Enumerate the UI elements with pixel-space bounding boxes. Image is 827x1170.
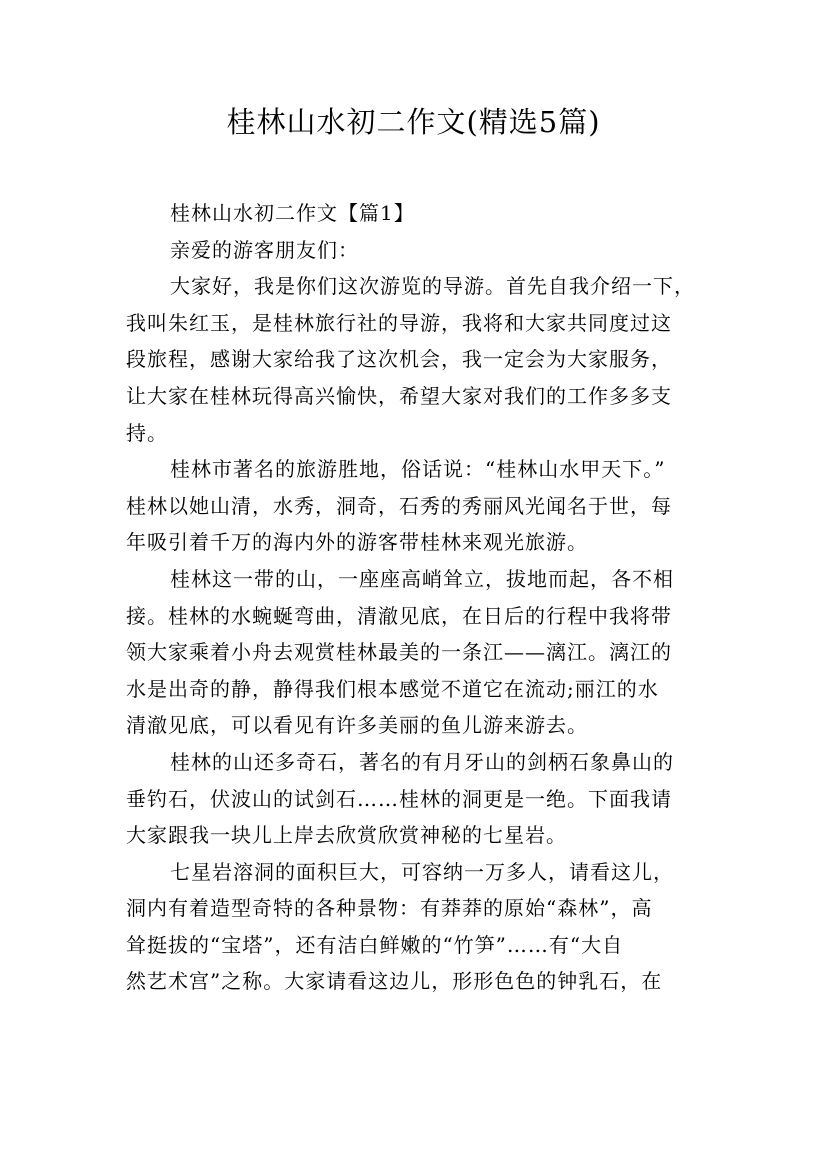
text-line: 桂林以她山清，水秀，洞奇，石秀的秀丽风光闻名于世，每 bbox=[126, 493, 672, 518]
text-line: 领大家乘着小舟去观赏桂林最美的一条江——漓江。漓江的 bbox=[126, 640, 672, 665]
text-line: 水是出奇的静，静得我们根本感觉不道它在流动;丽江的水 bbox=[126, 676, 659, 701]
text-line: 大家好，我是你们这次游览的导游。首先自我介绍一下， bbox=[170, 274, 695, 299]
text-line: 大家跟我一块儿上岸去欣赏欣赏神秘的七星岩。 bbox=[126, 823, 567, 848]
text-line: 我叫朱红玉，是桂林旅行社的导游，我将和大家共同度过这 bbox=[126, 310, 672, 335]
document-body bbox=[126, 195, 716, 1000]
text-line: 垂钓石，伏波山的试剑石……桂林的洞更是一绝。下面我请 bbox=[126, 786, 672, 811]
text-line: 持。 bbox=[126, 420, 168, 445]
text-line: 亲爱的游客朋友们： bbox=[170, 237, 359, 262]
text-line: 桂林这一带的山，一座座高峭耸立，拔地而起，各不相 bbox=[170, 566, 674, 591]
text-line: 桂林山水初二作文【篇1】 bbox=[170, 201, 415, 225]
text-line: 桂林市著名的旅游胜地，俗话说：“桂林山水甲天下。” bbox=[170, 457, 666, 482]
text-line: 七星岩溶洞的面积巨大，可容纳一万多人，请看这儿， bbox=[170, 859, 674, 884]
text-line: 年吸引着千万的海内外的游客带桂林来观光旅游。 bbox=[126, 530, 588, 555]
text-line: 桂林的山还多奇石，著名的有月牙山的剑柄石象鼻山的 bbox=[170, 749, 674, 774]
text-line: 段旅程，感谢大家给我了这次机会，我一定会为大家服务， bbox=[126, 347, 672, 372]
text-line: 耸挺拔的“宝塔”，还有洁白鲜嫩的“竹笋”……有“大自 bbox=[126, 932, 624, 957]
document-title: 桂林山水初二作文(精选5篇) bbox=[226, 105, 601, 139]
text-line: 让大家在桂林玩得高兴愉快，希望大家对我们的工作多多支 bbox=[126, 383, 672, 408]
text-line: 接。桂林的水蜿蜒弯曲，清澈见底，在日后的行程中我将带 bbox=[126, 603, 672, 628]
text-line: 清澈见底，可以看见有许多美丽的鱼儿游来游去。 bbox=[126, 713, 588, 738]
text-line: 洞内有着造型奇特的各种景物：有莽莽的原始“森林”，高 bbox=[126, 896, 653, 921]
text-line: 然艺术宫”之称。大家请看这边儿，形形色色的钟乳石，在 bbox=[126, 969, 663, 994]
